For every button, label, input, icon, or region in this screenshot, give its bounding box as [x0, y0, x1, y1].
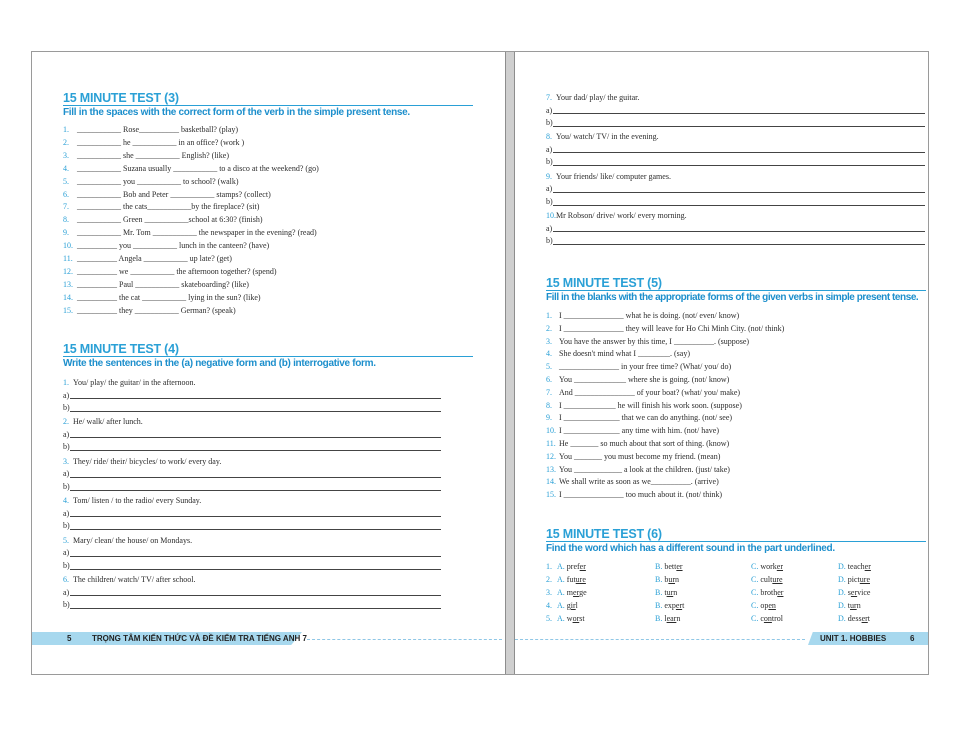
question-text: ___________ Rose__________ basketball? (play): [77, 125, 239, 134]
option-letter: D.: [838, 562, 846, 571]
test6-instruction: Find the word which has a different sound in the part underlined.: [546, 543, 835, 554]
word-part: broth: [760, 587, 778, 597]
question-text: ___________ Green ___________school at 6:30? (finish): [77, 215, 263, 225]
word-underlined-part: ur: [666, 587, 674, 597]
heading-rule: [63, 356, 473, 357]
item-number: 2.: [546, 574, 552, 584]
word-part: bett: [664, 562, 677, 571]
question-text: ___________ Mr. Tom ___________ the newspaper in the evening? (read): [77, 228, 317, 238]
word-underlined-part: er: [675, 600, 683, 610]
word-part: n: [673, 587, 678, 597]
question-text: __________ the cat ___________ lying in the sun? (like): [77, 292, 261, 302]
item-number: 2.: [63, 417, 69, 427]
item-number: 15.: [63, 305, 73, 315]
option-letter: A.: [557, 613, 565, 623]
word-part: n: [856, 600, 861, 610]
option-letter: A.: [557, 600, 565, 610]
word-underlined-part: er: [579, 562, 586, 571]
question-text: __________ Paul ___________ skateboarding? (like): [77, 279, 249, 289]
answer-line-b[interactable]: [70, 411, 441, 412]
test4-instruction: Write the sentences in the (a) negative form and (b) interrogative form.: [63, 358, 376, 369]
test4-title: 15 MINUTE TEST (4): [63, 342, 179, 356]
question-text: You have the answer by this time, I __________. (suppose): [559, 336, 750, 346]
answer-option[interactable]: [655, 614, 680, 624]
word-underlined-part: er: [776, 562, 784, 571]
word-underlined-part: on: [763, 613, 772, 623]
answer-label-b: b): [546, 157, 553, 167]
option-letter: B.: [655, 600, 663, 610]
answer-line-a[interactable]: [70, 595, 441, 596]
item-number: 6.: [546, 375, 552, 384]
heading-rule: [63, 105, 473, 106]
item-number: 7.: [546, 93, 552, 102]
item-number: 5.: [546, 362, 552, 372]
answer-label-a: a): [63, 548, 70, 558]
word-part: dess: [847, 613, 862, 623]
answer-option[interactable]: [838, 588, 870, 598]
word-part: n: [675, 574, 680, 584]
item-number: 4.: [63, 163, 69, 173]
answer-label-a: a): [63, 508, 70, 518]
option-letter: A.: [557, 574, 565, 584]
option-letter: A.: [557, 587, 565, 597]
answer-label-b: b): [63, 481, 70, 491]
option-letter: B.: [655, 587, 663, 597]
item-number: 3.: [546, 336, 552, 346]
heading-rule: [546, 290, 926, 291]
option-letter: D.: [838, 600, 846, 610]
word-part: t: [682, 600, 685, 610]
item-number: 8.: [63, 215, 69, 225]
item-number: 3.: [63, 150, 69, 160]
word-part: work: [760, 562, 777, 571]
question-text: We shall write as soon as we__________. (arrive): [559, 477, 719, 487]
word-underlined-part: ear: [666, 613, 677, 623]
option-letter: C.: [751, 574, 759, 584]
question-text: __________ you ___________ lunch in the canteen? (have): [77, 241, 270, 251]
word-underlined-part: er: [676, 562, 683, 571]
word-underlined-part: er: [861, 613, 868, 623]
item-number: 4.: [546, 600, 552, 610]
word-underlined-part: ir: [570, 600, 576, 610]
item-number: 9.: [63, 228, 69, 238]
answer-option[interactable]: [751, 575, 783, 585]
word-part: w: [566, 613, 573, 623]
prompt-text: Mary/ clean/ the house/ on Mondays.: [73, 535, 193, 545]
answer-label-a: a): [546, 184, 553, 194]
question-text: ___________ the cats___________by the fireplace? (sit): [77, 202, 260, 212]
answer-label-b: b): [63, 442, 70, 452]
option-letter: C.: [751, 562, 759, 571]
item-number: 12.: [63, 266, 73, 276]
left-page: [32, 52, 505, 674]
item-number: 13.: [546, 464, 556, 474]
test5-instruction: Fill in the blanks with the appropriate forms of the given verbs in simple present tense.: [546, 292, 919, 303]
answer-option[interactable]: [838, 601, 861, 611]
word-underlined-part: er: [850, 587, 858, 597]
answer-label-b: b): [63, 560, 70, 570]
answer-line-a[interactable]: [70, 477, 441, 478]
item-number: 2.: [546, 323, 552, 333]
answer-label-b: b): [546, 118, 553, 127]
word-part: cult: [760, 574, 773, 584]
question-text: _______________ in your free time? (What/ you/ do): [559, 362, 732, 372]
item-number: 3.: [546, 587, 552, 597]
question-text: ___________ you ___________ to school? (walk): [77, 176, 239, 186]
word-part: exp: [664, 600, 676, 610]
right-footer: [808, 632, 928, 645]
right-page: [515, 52, 930, 674]
item-number: 1.: [546, 311, 552, 320]
option-letter: D.: [838, 613, 846, 623]
question-text: I _____________ he will finish his work soon. (suppose): [559, 400, 742, 410]
answer-option[interactable]: [751, 562, 783, 572]
answer-option[interactable]: [751, 601, 776, 611]
answer-line-a[interactable]: [553, 231, 925, 232]
item-number: 4.: [63, 496, 69, 506]
item-number: 15.: [546, 490, 556, 500]
answer-label-a: a): [546, 223, 553, 233]
footer-dash: [307, 639, 502, 640]
option-letter: D.: [838, 574, 846, 584]
heading-rule: [546, 541, 926, 542]
answer-label-a: a): [546, 144, 553, 154]
answer-label-b: b): [546, 236, 553, 246]
answer-label-a: a): [63, 587, 70, 597]
test3-instruction: Fill in the spaces with the correct form of the verb in the simple present tense.: [63, 107, 410, 118]
word-part: pict: [847, 574, 860, 584]
question-text: You _______ you must become my friend. (mean): [559, 451, 721, 461]
item-number: 9.: [546, 413, 552, 423]
word-part: ge: [579, 587, 587, 597]
word-underlined-part: ur: [668, 574, 676, 584]
item-number: 11.: [63, 254, 73, 263]
option-letter: B.: [655, 562, 663, 571]
answer-option[interactable]: [838, 575, 870, 585]
word-part: m: [566, 587, 574, 597]
item-number: 5.: [63, 176, 69, 186]
item-number: 9.: [546, 171, 552, 181]
answer-label-a: a): [63, 390, 70, 400]
word-part: teach: [847, 562, 865, 571]
question-text: And _______________ of your boat? (what/ you/ make): [559, 387, 741, 397]
answer-option[interactable]: [838, 562, 871, 572]
word-underlined-part: en: [768, 600, 776, 610]
prompt-text: They/ ride/ their/ bicycles/ to work/ every day.: [73, 456, 222, 466]
question-text: ___________ she ___________ English? (like): [77, 150, 229, 160]
item-number: 14.: [63, 292, 73, 302]
footer-title: UNIT 1. HOBBIES: [820, 634, 887, 643]
document-spread: [31, 51, 929, 675]
answer-label-a: a): [546, 105, 553, 115]
item-number: 12.: [546, 451, 556, 461]
answer-option[interactable]: [751, 588, 783, 598]
answer-line-b[interactable]: [70, 529, 441, 530]
answer-line-b[interactable]: [553, 205, 925, 206]
word-underlined-part: ur: [850, 600, 857, 610]
answer-option[interactable]: [557, 601, 578, 611]
item-number: 10.: [546, 426, 556, 436]
question-text: He _______ so much about that sort of thing. (know): [559, 439, 730, 448]
item-number: 1.: [63, 125, 69, 134]
word-part: t: [847, 600, 851, 610]
question-text: ___________ Bob and Peter ___________ stamps? (collect): [77, 189, 271, 199]
question-text: You _____________ where she is going. (not/ know): [559, 375, 730, 384]
prompt-text: He/ walk/ after lunch.: [73, 417, 143, 427]
answer-label-b: b): [63, 600, 70, 609]
answer-option[interactable]: [655, 601, 684, 611]
word-underlined-part: er: [864, 562, 871, 571]
item-number: 4.: [546, 349, 552, 359]
answer-line-a[interactable]: [70, 398, 441, 399]
word-part: t: [867, 613, 871, 623]
page-number: 5: [67, 634, 72, 643]
question-text: I _______________ they will leave for Ho Chi Minh City. (not/ think): [559, 323, 785, 333]
answer-line-b[interactable]: [70, 608, 441, 609]
footer-dash: [515, 639, 805, 640]
answer-label-a: a): [63, 429, 70, 439]
item-number: 3.: [63, 456, 69, 466]
word-part: n: [676, 613, 681, 623]
option-letter: A.: [557, 562, 565, 571]
item-number: 11.: [546, 439, 556, 448]
word-part: b: [664, 574, 669, 584]
word-underlined-part: ure: [859, 574, 870, 584]
item-number: 7.: [63, 202, 69, 212]
word-underlined-part: er: [573, 587, 580, 597]
prompt-text: Your friends/ like/ computer games.: [556, 171, 671, 181]
answer-line-b[interactable]: [553, 165, 925, 166]
prompt-text: You/ play/ the guitar/ in the afternoon.: [73, 378, 196, 387]
word-part: trol: [771, 613, 784, 623]
answer-option[interactable]: [655, 562, 683, 572]
answer-line-a[interactable]: [553, 113, 925, 114]
answer-option[interactable]: [838, 614, 870, 624]
item-number: 14.: [546, 477, 556, 487]
option-letter: B.: [655, 613, 663, 623]
word-part: st: [579, 613, 585, 623]
option-letter: B.: [655, 574, 663, 584]
item-number: 5.: [63, 535, 69, 545]
answer-line-a[interactable]: [553, 192, 925, 193]
item-number: 6.: [63, 575, 69, 584]
option-letter: C.: [751, 613, 759, 623]
word-part: l: [575, 600, 578, 610]
item-number: 1.: [63, 378, 69, 387]
question-text: I _______________ too much about it. (not/ think): [559, 490, 723, 500]
item-number: 2.: [63, 137, 69, 147]
answer-option[interactable]: [655, 588, 677, 598]
answer-line-a[interactable]: [70, 516, 441, 517]
question-text: I ______________ any time with him. (not/ have): [559, 426, 719, 436]
item-number: 13.: [63, 279, 73, 289]
answer-option[interactable]: [557, 614, 585, 624]
item-number: 5.: [546, 613, 552, 623]
item-number: 8.: [546, 132, 552, 142]
word-part: fut: [566, 574, 576, 584]
prompt-text: Tom/ listen / to the radio/ every Sunday.: [73, 496, 202, 506]
word-part: l: [664, 613, 667, 623]
word-part: c: [760, 613, 764, 623]
option-letter: D.: [838, 587, 846, 597]
question-text: I ______________ that we can do anything. (not/ see): [559, 413, 733, 423]
answer-line-b[interactable]: [553, 126, 925, 127]
answer-line-b[interactable]: [70, 490, 441, 491]
answer-line-b[interactable]: [70, 450, 441, 451]
option-letter: C.: [751, 600, 759, 610]
question-text: ___________ he ___________ in an office? (work ): [77, 137, 245, 147]
word-underlined-part: er: [777, 587, 784, 597]
answer-line-a[interactable]: [553, 152, 925, 153]
item-number: 1.: [546, 562, 552, 571]
test6-title: 15 MINUTE TEST (6): [546, 527, 662, 541]
word-underlined-part: ure: [772, 574, 783, 584]
answer-option[interactable]: [751, 614, 783, 624]
prompt-text: Mr Robson/ drive/ work/ every morning.: [556, 211, 687, 221]
question-text: ___________ Suzana usually ___________ to a disco at the weekend? (go): [77, 163, 319, 173]
test3-title: 15 MINUTE TEST (3): [63, 91, 179, 105]
item-number: 8.: [546, 400, 552, 410]
answer-label-a: a): [63, 469, 70, 479]
word-part: g: [566, 600, 571, 610]
answer-option[interactable]: [557, 562, 586, 572]
answer-label-b: b): [63, 521, 70, 531]
question-text: __________ Angela ___________ up late? (get): [77, 254, 232, 263]
question-text: __________ we ___________ the afternoon together? (spend): [77, 266, 277, 276]
question-text: __________ they ___________ German? (speak): [77, 305, 236, 315]
answer-label-b: b): [63, 403, 70, 412]
page-number: 6: [910, 634, 915, 643]
answer-line-b[interactable]: [553, 244, 925, 245]
question-text: You ____________ a look at the children. (just/ take): [559, 464, 730, 474]
prompt-text: The children/ watch/ TV/ after school.: [73, 575, 196, 584]
answer-line-a[interactable]: [70, 556, 441, 557]
answer-option[interactable]: [557, 575, 586, 585]
page-gutter: [505, 52, 515, 674]
word-part: s: [847, 587, 851, 597]
answer-line-a[interactable]: [70, 437, 441, 438]
option-letter: C.: [751, 587, 759, 597]
word-underlined-part: or: [572, 613, 580, 623]
answer-line-b[interactable]: [70, 569, 441, 570]
word-part: t: [664, 587, 667, 597]
item-number: 10.: [63, 241, 73, 251]
item-number: 6.: [63, 189, 69, 199]
word-part: pref: [566, 562, 580, 571]
word-part: vice: [857, 587, 871, 597]
word-part: op: [760, 600, 769, 610]
answer-option[interactable]: [655, 575, 679, 585]
footer-title: TRỌNG TÂM KIẾN THỨC VÀ ĐỀ KIỂM TRA TIẾNG ANH 7: [92, 634, 307, 643]
prompt-text: Your dad/ play/ the guitar.: [556, 93, 640, 102]
test5-title: 15 MINUTE TEST (5): [546, 276, 662, 290]
item-number: 7.: [546, 387, 552, 397]
prompt-text: You/ watch/ TV/ in the evening.: [556, 132, 659, 142]
item-number: 10.: [546, 211, 556, 221]
answer-option[interactable]: [557, 588, 587, 598]
question-text: She doesn't mind what I ________. (say): [559, 349, 690, 359]
question-text: I _______________ what he is doing. (not/ even/ know): [559, 311, 740, 320]
word-underlined-part: ure: [575, 574, 586, 584]
answer-label-b: b): [546, 196, 553, 206]
